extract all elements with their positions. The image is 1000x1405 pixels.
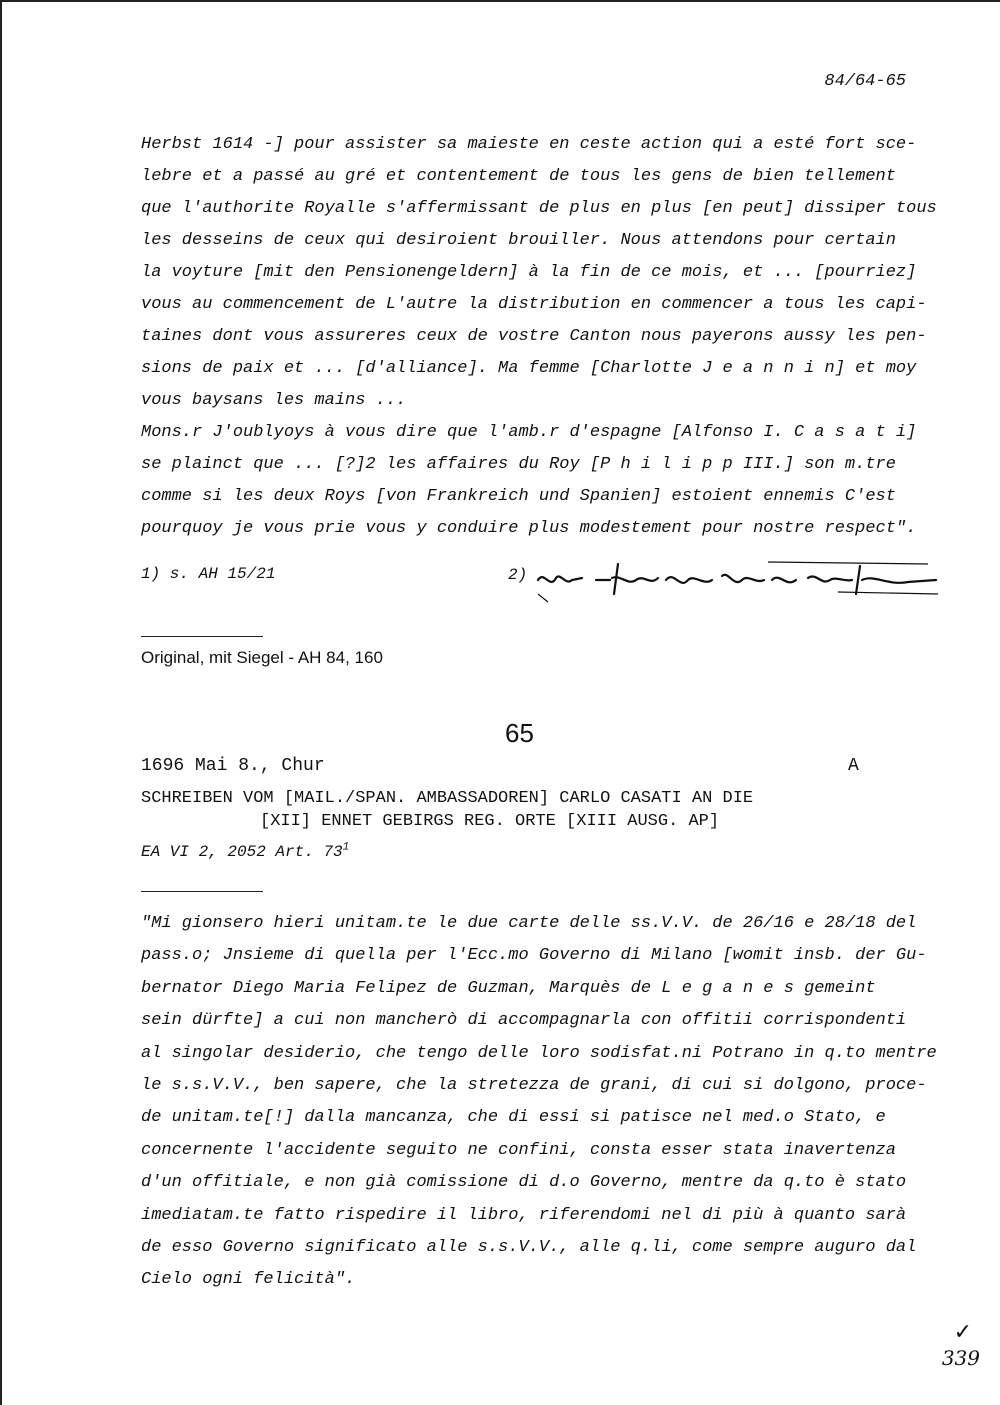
- letter-2-line: le s.s.V.V., ben sapere, che la stretezza de grani, di cui si dolgono, proce-: [141, 1075, 927, 1095]
- letter-2-line: "Mi gionsero hieri unitam.te le due carte delle ss.V.V. de 26/16 e 28/18 del: [141, 914, 917, 933]
- letter-2-line: d'un offitiale, e non già comissione di d.o Governo, mentre da q.to è stato: [141, 1173, 907, 1193]
- letter-1-line: que l'authorite Royalle s'affermissant de plus en plus [en peut] dissiper tous: [141, 199, 937, 218]
- letter-2-body: [141, 908, 937, 1297]
- letter-1-line: lebre et a passé au gré et contentement de tous les gens de bien tellement: [141, 167, 896, 186]
- document-title-line-1: SCHREIBEN VOM [MAIL./SPAN. AMBASSADOREN] CARLO CASATI AN DIE: [141, 789, 754, 808]
- scan-edge-left: [0, 0, 2, 1405]
- reference-sup: 1: [342, 841, 350, 854]
- letter-1-line: la voyture [mit den Pensionengeldern] à la fin de ce mois, et ... [pourriez]: [141, 263, 917, 282]
- margin-check-mark: ✓: [953, 1320, 972, 1345]
- letter-2-line: Cielo ogni felicità".: [141, 1270, 356, 1290]
- separator-rule: [141, 891, 263, 892]
- letter-1-line: pourquoy je vous prie vous y conduire plus modestement pour nostre respect".: [141, 519, 917, 538]
- letter-1-line: taines dont vous assureres ceux de vostre Canton nous payerons aussy les pen-: [141, 327, 927, 346]
- reference: [141, 843, 349, 861]
- letter-1-line: vous au commencement de L'autre la distribution en commencer a tous les capi-: [141, 295, 927, 314]
- footnote-1: 1) s. AH 15/21: [141, 565, 276, 583]
- scan-edge-top: [0, 0, 1000, 2]
- letter-2-line: pass.o; Jnsieme di quella per l'Ecc.mo Governo di Milano [womit insb. der Gu-: [141, 946, 927, 966]
- document-number: 65: [505, 718, 534, 748]
- margin-archive-number: 339: [941, 1346, 980, 1370]
- page-number: 84/64-65: [824, 72, 906, 91]
- category-letter: A: [848, 756, 859, 776]
- letter-2-line: de esso Governo significato alle s.s.V.V., alle q.li, come sempre auguro dal: [141, 1237, 917, 1257]
- signature-scrawl: [508, 556, 940, 606]
- letter-1-line: Herbst 1614 -] pour assister sa maieste en ceste action qui a esté fort sce-: [141, 135, 917, 154]
- source-note: Original, mit Siegel - AH 84, 160: [141, 648, 383, 667]
- separator-rule: [141, 636, 263, 637]
- letter-1-line: Mons.r J'oublyoys à vous dire que l'amb.r d'espagne [Alfonso I. C a s a t i]: [141, 423, 917, 442]
- letter-1-line: les desseins de ceux qui desiroient brouiller. Nous attendons pour certain: [141, 231, 896, 250]
- letter-1-line: comme si les deux Roys [von Frankreich und Spanien] estoient ennemis C'est: [141, 487, 896, 506]
- letter-1-line: se plainct que ... [?]2 les affaires du Roy [P h i l i p p III.] son m.tre: [141, 455, 896, 474]
- letter-2-line: concernente l'accidente seguito ne confini, consta esser stata inavertenza: [141, 1140, 896, 1160]
- letter-2-line: imediatam.te fatto rispedire il libro, riferendomi nel di più à quanto sarà: [141, 1205, 907, 1225]
- letter-1-line: sions de paix et ... [d'alliance]. Ma femme [Charlotte J e a n n i n] et moy: [141, 359, 917, 378]
- letter-2-line: bernator Diego Maria Felipez de Guzman, Marquès de L e g a n e s gemeint: [141, 978, 876, 998]
- letter-2-line: sein dürfte] a cui non mancherò di accompagnarla con offitii corrispondenti: [141, 1011, 907, 1031]
- letter-2-line: de unitam.te[!] dalla mancanza, che di essi si patisce nel med.o Stato, e: [141, 1108, 886, 1128]
- document-title-line-2: [XII] ENNET GEBIRGS REG. ORTE [XIII AUSG. AP]: [260, 812, 720, 831]
- letter-1-body: [141, 129, 937, 545]
- handwritten-signature: [508, 556, 940, 606]
- letter-2-line: al singolar desiderio, che tengo delle loro sodisfat.ni Potrano in q.to mentre: [141, 1043, 937, 1063]
- letter-1-line: vous baysans les mains ...: [141, 391, 407, 410]
- dateline: 1696 Mai 8., Chur: [141, 756, 325, 776]
- signature-label: 2): [508, 566, 528, 584]
- reference-text: EA VI 2, 2052 Art. 73: [141, 843, 343, 861]
